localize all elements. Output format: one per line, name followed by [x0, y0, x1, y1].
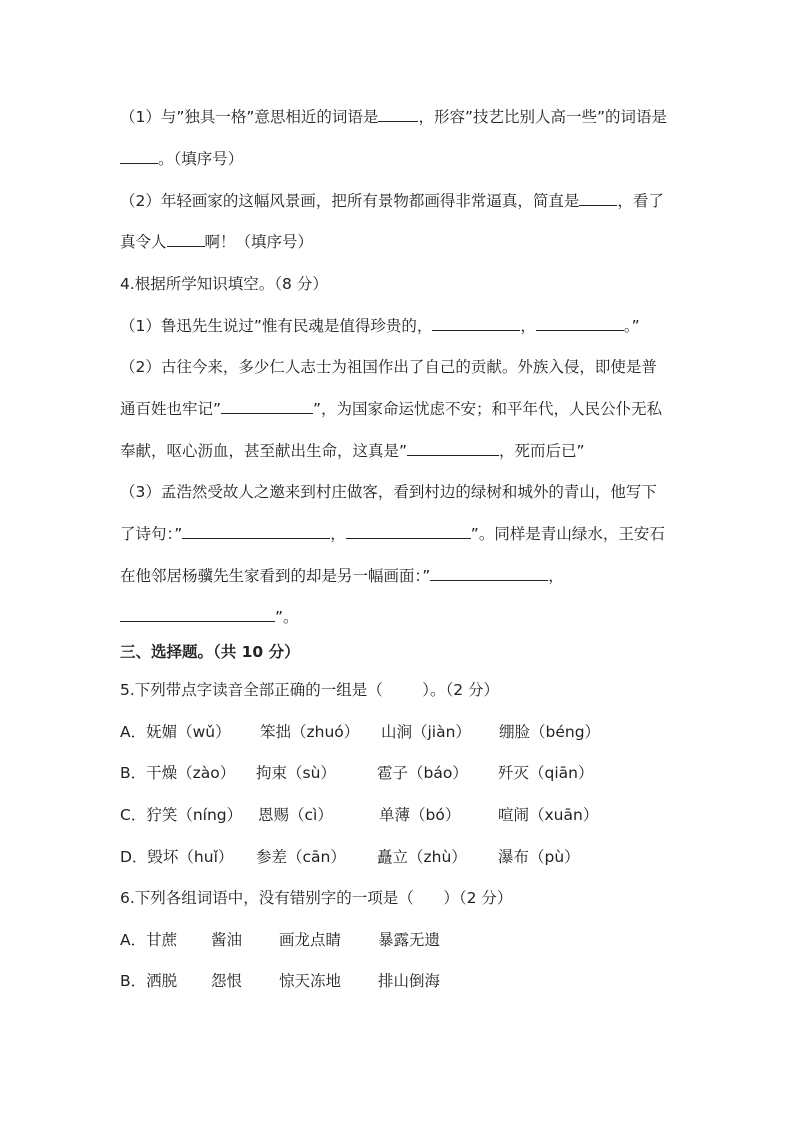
q5-option-c[interactable]: C．狞笑（níng） [120, 806, 243, 824]
q4-item3-line4: ”。 [120, 607, 299, 627]
q5-option-b-word3: 雹子（báo） [377, 764, 468, 782]
q5-option-b-word4: 歼灭（qiān） [498, 764, 594, 782]
q4-item3-line1: （3）孟浩然受故人之邀来到村庄做客，看到村边的绿树和城外的青山，他写下 [120, 483, 657, 501]
answer-blank[interactable] [407, 441, 499, 456]
q4-title: 4.根据所学知识填空。（8 分） [120, 275, 328, 293]
answer-blank[interactable] [182, 524, 330, 539]
q6-option-b-word3: 惊天冻地 [279, 972, 342, 990]
q4-item2-line2: 通百姓也牢记” ”，为国家命运忧虑不安；和平年代，人民公仆无私 [120, 400, 663, 418]
q3-item1-line1: （1）与”独具一格”意思相近的词语是 ，形容”技艺比别人高一些”的词语是 [120, 108, 667, 126]
q5-option-a-word2: 笨拙（zhuó） [260, 723, 360, 741]
q4-item2-line1: （2）古往今来，多少仁人志士为祖国作出了自己的贡献。外族入侵，即使是普 [120, 358, 657, 376]
q6-option-a[interactable]: A．甘蔗 [120, 931, 178, 949]
answer-blank[interactable] [579, 191, 617, 206]
q5-option-b-word2: 拘束（sù） [256, 764, 336, 782]
q5-option-c-word3: 单薄（bó） [379, 806, 461, 824]
q5-option-a-word3: 山涧（jiàn） [381, 723, 471, 741]
q6-option-a-word2: 酱油 [211, 931, 243, 949]
q5-option-a[interactable]: A．妩媚（wǔ） [120, 723, 231, 741]
q6-option-b[interactable]: B．洒脱 [120, 972, 178, 990]
q5-option-d[interactable]: D．毁坏（huǐ） [120, 848, 234, 866]
q4-item3-line2: 了诗句：” ， ”。同样是青山绿水，王安石 [120, 525, 665, 543]
answer-blank[interactable] [120, 607, 275, 622]
q6-option-a-word3: 画龙点睛 [279, 931, 342, 949]
q4-item3-line3: 在他邻居杨骥先生家看到的却是另一幅画面：” ， [120, 567, 564, 585]
answer-blank[interactable] [378, 107, 418, 122]
answer-blank[interactable] [346, 524, 471, 539]
q6-option-b-word2: 怨恨 [211, 972, 243, 990]
q6-option-a-word4: 暴露无遗 [378, 931, 441, 949]
answer-blank[interactable] [167, 232, 205, 247]
answer-blank[interactable] [430, 566, 548, 581]
section-heading: 三、选择题。（共 10 分） [120, 643, 300, 661]
q3-item2-line1: （2）年轻画家的这幅风景画，把所有景物都画得非常逼真，简直是 ，看了 [120, 192, 664, 210]
q5-option-b[interactable]: B．干燥（zào） [120, 764, 236, 782]
q5-option-c-word4: 喧闹（xuān） [498, 806, 599, 824]
q5-option-a-word4: 绷脸（béng） [499, 723, 601, 741]
q5-option-c-word2: 恩赐（cì） [258, 806, 333, 824]
q4-item2-line3: 奉献，呕心沥血，甚至献出生命，这真是” ，死而后已” [120, 442, 585, 460]
q6-stem: 6.下列各组词语中，没有错别字的一项是（ ）（2 分） [120, 889, 513, 907]
q5-option-d-word3: 矗立（zhù） [377, 848, 467, 866]
q3-item2-line2: 真令人 啊！（填序号） [120, 233, 314, 251]
q5-stem: 5.下列带点字读音全部正确的一组是（ ）。（2 分） [120, 681, 499, 699]
answer-blank[interactable] [536, 316, 624, 331]
answer-blank[interactable] [221, 399, 313, 414]
q5-option-d-word2: 参差（cān） [256, 848, 346, 866]
q6-option-b-word4: 排山倒海 [378, 972, 441, 990]
q4-item1: （1）鲁迅先生说过”惟有民魂是值得珍贵的， ， 。” [120, 317, 640, 335]
answer-blank[interactable] [432, 316, 520, 331]
q5-option-d-word4: 瀑布（pù） [498, 848, 580, 866]
q3-item1-line2: 。（填序号） [120, 149, 243, 169]
answer-blank[interactable] [120, 149, 158, 164]
